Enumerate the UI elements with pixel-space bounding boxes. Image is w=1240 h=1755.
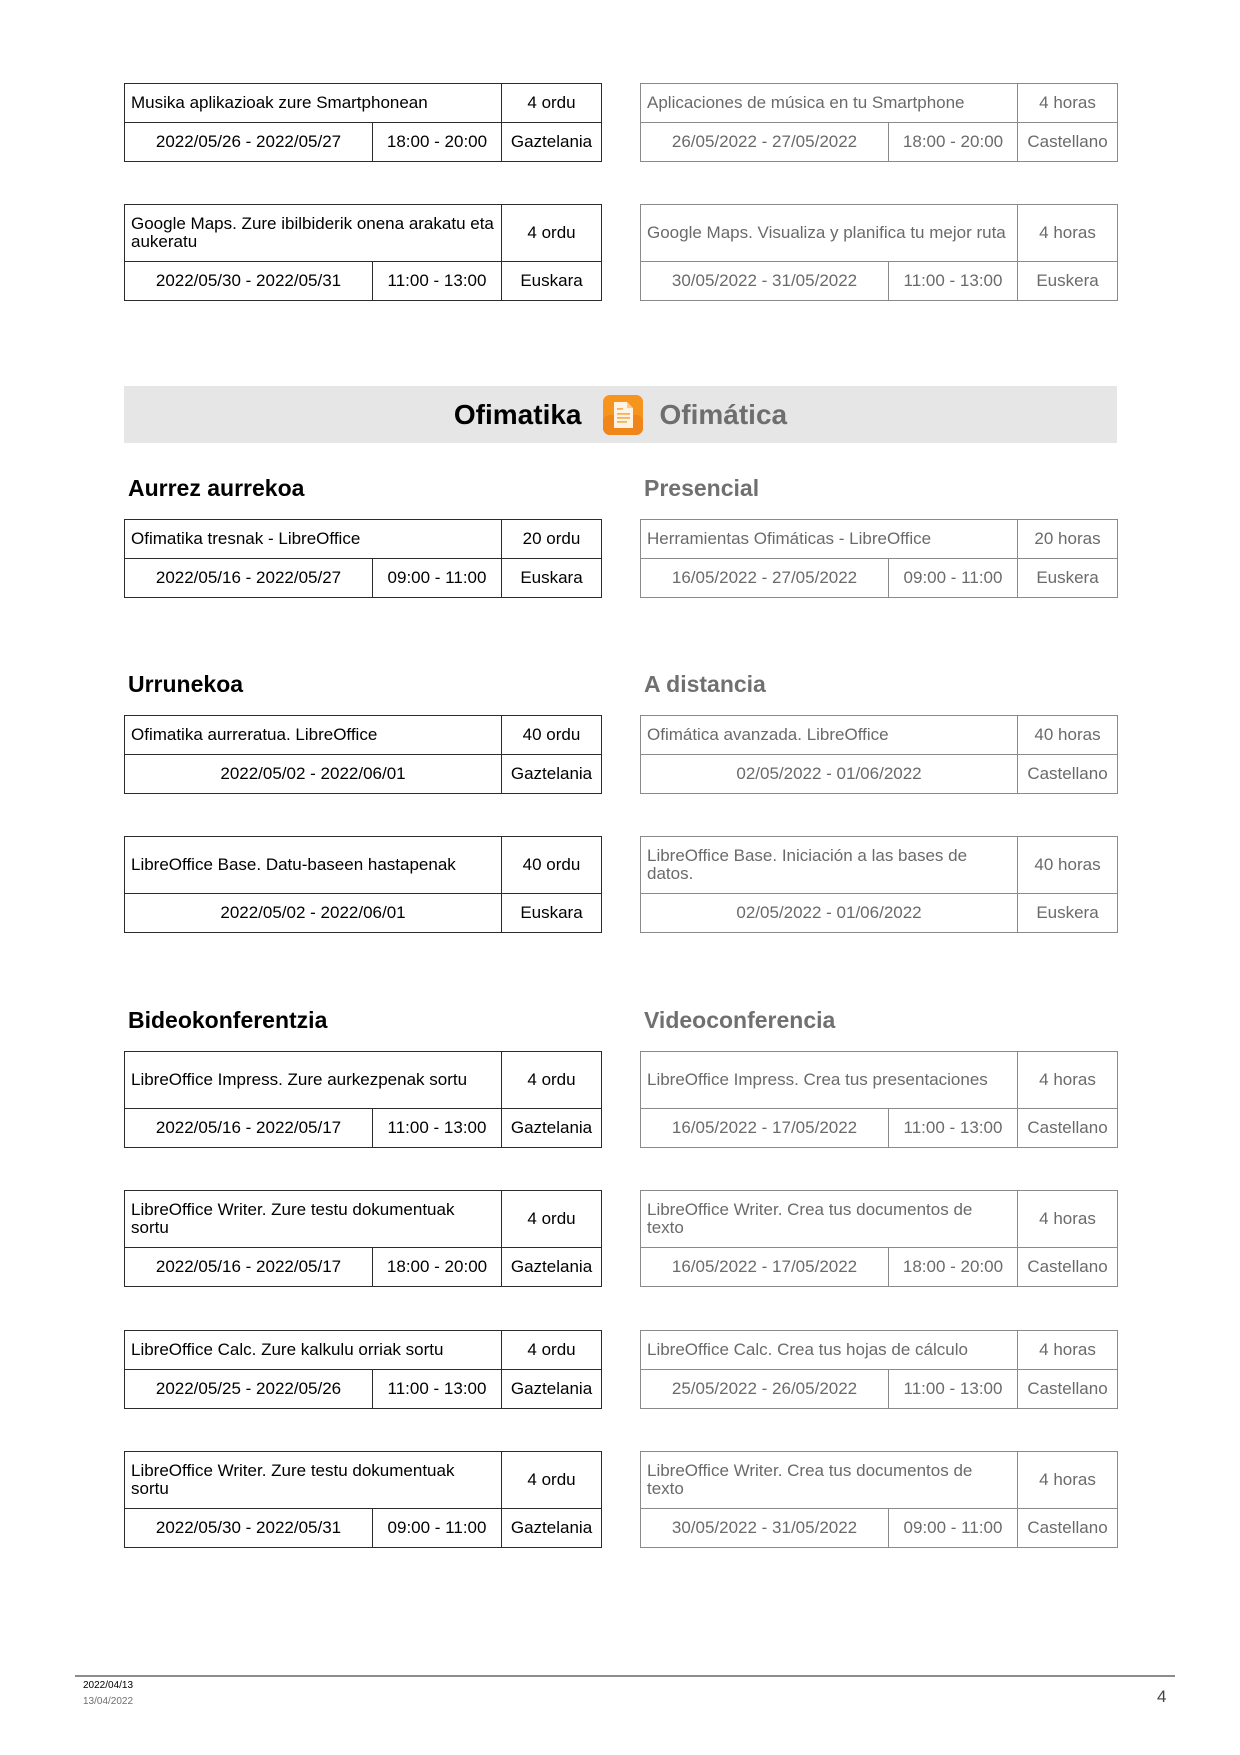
course-title: LibreOffice Impress. Zure aurkezpenak sortu [125, 1052, 502, 1109]
course-hours: 40 horas [1018, 837, 1118, 894]
subsection-heading-eu: Urrunekoa [128, 671, 244, 697]
course-title: LibreOffice Base. Iniciación a las bases de datos. [641, 837, 1018, 894]
course-table-eu [124, 519, 602, 598]
course-language: Euskara [502, 894, 602, 933]
course-time: 11:00 - 13:00 [889, 1370, 1018, 1409]
course-language: Euskara [502, 262, 602, 301]
course-title: LibreOffice Impress. Crea tus presentaciones [641, 1052, 1018, 1109]
course-language: Castellano [1018, 755, 1118, 794]
course-hours: 4 horas [1018, 205, 1118, 262]
course-time: 18:00 - 20:00 [889, 123, 1018, 162]
course-dates: 2022/05/16 - 2022/05/17 [125, 1248, 373, 1287]
course-hours: 40 horas [1018, 716, 1118, 755]
course-title: Ofimatika aurreratua. LibreOffice [125, 716, 502, 755]
subsection-heading-es: Presencial [644, 475, 760, 501]
course-table-es [640, 519, 1118, 598]
subsection-heading-eu: Aurrez aurrekoa [128, 475, 305, 501]
course-time: 11:00 - 13:00 [889, 1109, 1018, 1148]
course-language: Euskera [1018, 894, 1118, 933]
course-table-es [640, 1451, 1118, 1548]
course-language: Gaztelania [502, 755, 602, 794]
course-time: 09:00 - 11:00 [889, 559, 1018, 598]
course-title: Aplicaciones de música en tu Smartphone [641, 84, 1018, 123]
course-title: LibreOffice Base. Datu-baseen hastapenak [125, 837, 502, 894]
course-table-eu [124, 204, 602, 301]
course-table-eu [124, 1451, 602, 1548]
course-hours: 20 horas [1018, 520, 1118, 559]
course-dates: 30/05/2022 - 31/05/2022 [641, 1509, 889, 1548]
course-table-eu [124, 1330, 602, 1409]
course-dates: 2022/05/25 - 2022/05/26 [125, 1370, 373, 1409]
course-dates: 02/05/2022 - 01/06/2022 [641, 755, 1018, 794]
document-icon [603, 395, 643, 435]
course-table-eu [124, 715, 602, 794]
course-title: LibreOffice Writer. Zure testu dokumentuak sortu [125, 1191, 502, 1248]
course-time: 09:00 - 11:00 [373, 559, 502, 598]
footer-divider [75, 1675, 1175, 1677]
course-table-es [640, 204, 1118, 301]
course-dates: 25/05/2022 - 26/05/2022 [641, 1370, 889, 1409]
course-language: Castellano [1018, 1248, 1118, 1287]
section-header [124, 386, 1117, 443]
course-dates: 26/05/2022 - 27/05/2022 [641, 123, 889, 162]
course-hours: 4 horas [1018, 1191, 1118, 1248]
course-hours: 4 ordu [502, 205, 602, 262]
course-title: LibreOffice Writer. Crea tus documentos de texto [641, 1191, 1018, 1248]
course-table-es [640, 83, 1118, 162]
course-table-es [640, 836, 1118, 933]
course-language: Castellano [1018, 1509, 1118, 1548]
course-dates: 2022/05/16 - 2022/05/17 [125, 1109, 373, 1148]
course-time: 11:00 - 13:00 [889, 262, 1018, 301]
course-dates: 2022/05/16 - 2022/05/27 [125, 559, 373, 598]
subsection-heading-es: Videoconferencia [644, 1007, 836, 1033]
course-title: LibreOffice Calc. Zure kalkulu orriak sortu [125, 1331, 502, 1370]
subsection-heading-es: A distancia [644, 671, 766, 697]
subsection-heading-eu: Bideokonferentzia [128, 1007, 328, 1033]
page-number: 4 [1157, 1687, 1167, 1706]
course-title: LibreOffice Calc. Crea tus hojas de cálculo [641, 1331, 1018, 1370]
course-title: Herramientas Ofimáticas - LibreOffice [641, 520, 1018, 559]
course-dates: 02/05/2022 - 01/06/2022 [641, 894, 1018, 933]
course-language: Gaztelania [502, 1370, 602, 1409]
course-hours: 4 ordu [502, 1052, 602, 1109]
course-title: Ofimatika tresnak - LibreOffice [125, 520, 502, 559]
course-hours: 4 horas [1018, 1452, 1118, 1509]
course-hours: 4 ordu [502, 1331, 602, 1370]
course-hours: 40 ordu [502, 837, 602, 894]
footer-date-eu: 2022/04/13 [83, 1680, 134, 1691]
course-language: Castellano [1018, 1109, 1118, 1148]
course-time: 11:00 - 13:00 [373, 262, 502, 301]
course-title: Musika aplikazioak zure Smartphonean [125, 84, 502, 123]
course-language: Gaztelania [502, 123, 602, 162]
course-time: 18:00 - 20:00 [889, 1248, 1018, 1287]
course-dates: 2022/05/30 - 2022/05/31 [125, 1509, 373, 1548]
course-hours: 4 ordu [502, 1452, 602, 1509]
course-time: 11:00 - 13:00 [373, 1370, 502, 1409]
course-hours: 20 ordu [502, 520, 602, 559]
course-title: Google Maps. Visualiza y planifica tu mejor ruta [641, 205, 1018, 262]
course-dates: 16/05/2022 - 17/05/2022 [641, 1248, 889, 1287]
course-language: Gaztelania [502, 1248, 602, 1287]
course-dates: 30/05/2022 - 31/05/2022 [641, 262, 889, 301]
course-table-eu [124, 83, 602, 162]
course-time: 09:00 - 11:00 [889, 1509, 1018, 1548]
course-title: Ofimática avanzada. LibreOffice [641, 716, 1018, 755]
course-title: LibreOffice Writer. Zure testu dokumentuak sortu [125, 1452, 502, 1509]
course-language: Castellano [1018, 123, 1118, 162]
section-title-eu: Ofimatika [453, 398, 582, 430]
course-hours: 4 ordu [502, 84, 602, 123]
course-hours: 4 horas [1018, 1331, 1118, 1370]
course-language: Euskera [1018, 262, 1118, 301]
course-title: LibreOffice Writer. Crea tus documentos de texto [641, 1452, 1018, 1509]
course-hours: 4 ordu [502, 1191, 602, 1248]
course-table-eu [124, 1190, 602, 1287]
course-dates: 16/05/2022 - 17/05/2022 [641, 1109, 889, 1148]
course-time: 18:00 - 20:00 [373, 123, 502, 162]
course-hours: 40 ordu [502, 716, 602, 755]
course-language: Euskara [502, 559, 602, 598]
course-language: Euskera [1018, 559, 1118, 598]
course-time: 11:00 - 13:00 [373, 1109, 502, 1148]
course-dates: 2022/05/02 - 2022/06/01 [125, 894, 502, 933]
course-table-es [640, 1051, 1118, 1148]
course-language: Castellano [1018, 1370, 1118, 1409]
course-hours: 4 horas [1018, 1052, 1118, 1109]
course-hours: 4 horas [1018, 84, 1118, 123]
course-dates: 16/05/2022 - 27/05/2022 [641, 559, 889, 598]
course-table-es [640, 1190, 1118, 1287]
course-title: Google Maps. Zure ibilbiderik onena arakatu eta aukeratu [125, 205, 502, 262]
course-dates: 2022/05/30 - 2022/05/31 [125, 262, 373, 301]
course-time: 18:00 - 20:00 [373, 1248, 502, 1287]
course-table-es [640, 715, 1118, 794]
course-dates: 2022/05/26 - 2022/05/27 [125, 123, 373, 162]
course-table-eu [124, 836, 602, 933]
course-time: 09:00 - 11:00 [373, 1509, 502, 1548]
section-title-es: Ofimática [659, 398, 788, 430]
course-table-eu [124, 1051, 602, 1148]
course-table-es [640, 1330, 1118, 1409]
course-language: Gaztelania [502, 1509, 602, 1548]
course-language: Gaztelania [502, 1109, 602, 1148]
footer-date-es: 13/04/2022 [83, 1696, 134, 1707]
course-dates: 2022/05/02 - 2022/06/01 [125, 755, 502, 794]
